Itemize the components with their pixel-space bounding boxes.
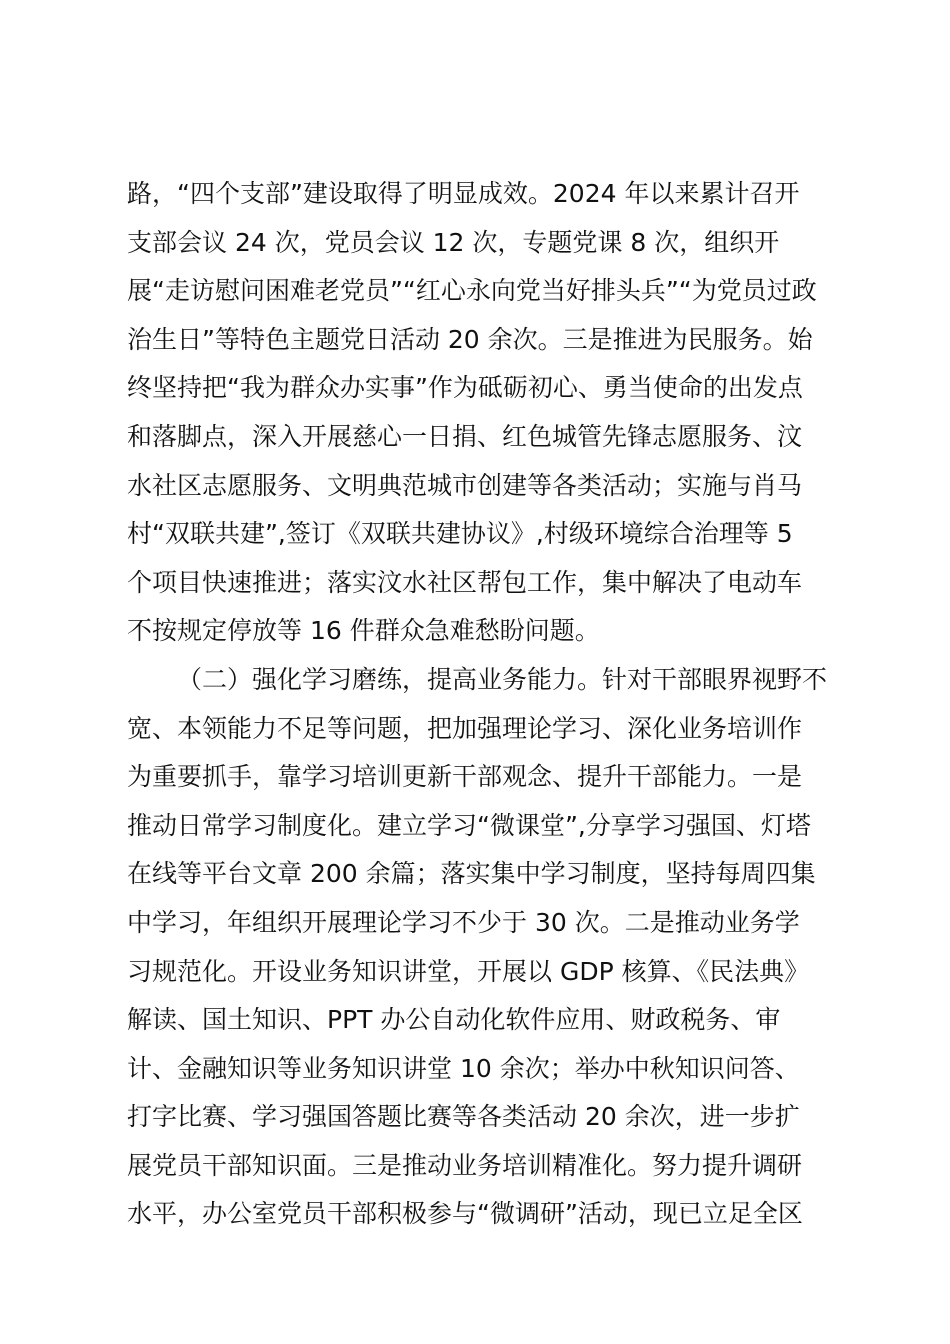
text-line: 在线等平台文章 200 余篇；落实集中学习制度，坚持每周四集 xyxy=(127,859,816,889)
text-line: 支部会议 24 次，党员会议 12 次，专题党课 8 次，组织开 xyxy=(127,227,780,257)
text-line: 路，“四个支部”建设取得了明显成效。2024 年以来累计召开 xyxy=(127,179,800,208)
text-line: 不按规定停放等 16 件群众急难愁盼问题。 xyxy=(127,616,600,646)
text-line: 治生日”等特色主题党日活动 20 余次。三是推进为民服务。始 xyxy=(127,324,813,354)
text-line: 个项目快速推进；落实汶水社区帮包工作，集中解决了电动车 xyxy=(127,567,803,597)
text-line: 和落脚点，深入开展慈心一日捐、红色城管先锋志愿服务、汶 xyxy=(127,421,803,451)
text-line: 中学习，年组织开展理论学习不少于 30 次。二是推动业务学 xyxy=(127,907,800,937)
text-line: 展“走访慰问困难老党员”“红心永向党当好排头兵”“为党员过政 xyxy=(127,276,817,306)
text-line: 解读、国土知识、PPT 办公自动化软件应用、财政税务、审 xyxy=(127,1005,781,1035)
document-body xyxy=(127,170,827,1239)
text-line: 为重要抓手，靠学习培训更新干部观念、提升干部能力。一是 xyxy=(127,762,803,792)
text-line: 宽、本领能力不足等问题，把加强理论学习、深化业务培训作 xyxy=(127,713,803,743)
text-line: 展党员干部知识面。三是推动业务培训精准化。努力提升调研 xyxy=(127,1150,803,1180)
text-line: 终坚持把“我为群众办实事”作为砥砺初心、勇当使命的出发点 xyxy=(127,373,803,403)
text-line: 水社区志愿服务、文明典范城市创建等各类活动；实施与肖马 xyxy=(127,470,803,500)
text-line: 水平，办公室党员干部积极参与“微调研”活动，现已立足全区 xyxy=(127,1199,803,1229)
text-line: 推动日常学习制度化。建立学习“微课堂”,分享学习强国、灯塔 xyxy=(127,810,811,840)
section-heading-line: （二）强化学习磨练，提高业务能力。针对干部眼界视野不 xyxy=(177,664,828,694)
text-line: 村“双联共建”,签订《双联共建协议》,村级环境综合治理等 5 xyxy=(127,519,793,549)
text-line: 计、金融知识等业务知识讲堂 10 余次；举办中秋知识问答、 xyxy=(127,1053,800,1083)
text-line: 打字比赛、学习强国答题比赛等各类活动 20 余次，进一步扩 xyxy=(127,1102,800,1132)
text-line: 习规范化。开设业务知识讲堂，开展以 GDP 核算、《民法典》 xyxy=(127,956,810,986)
